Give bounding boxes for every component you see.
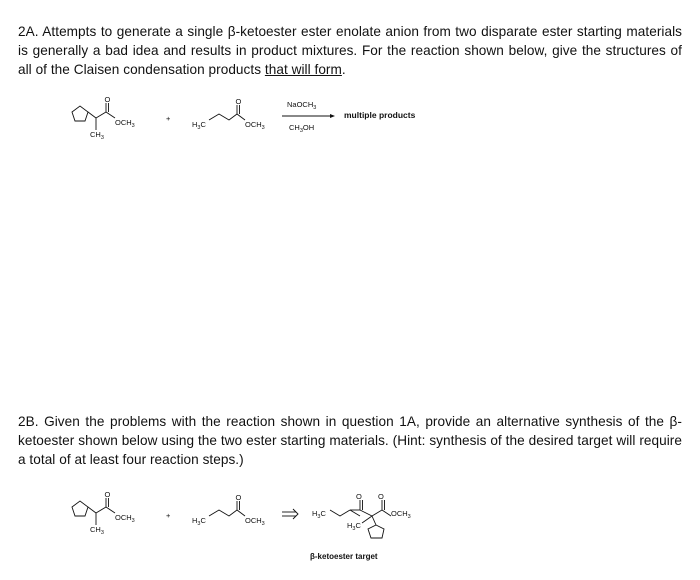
svg-text:H3C: $H_3C$	[312, 509, 326, 520]
question-2a-text: 2A. Attempts to generate a single β-ketoester ester enolate anion from two disparate ester starting materials is generally a bad idea and results in product mixtures. For the reaction shown below, give the structures of all of the Claisen condensation products	[18, 24, 682, 77]
cyclopentyl-ester-structure	[72, 490, 135, 536]
svg-text:H3C: $H_3C$	[347, 521, 361, 532]
svg-text:O: O	[235, 97, 242, 106]
svg-text:H3C: $H_3C$	[192, 120, 206, 131]
question-2b-text: 2B. Given the problems with the reaction shown in question 1A, provide an alternative synthesis of the β-ketoester shown below using the two ester starting materials. (Hint: synthesis of the desired target will require a total of at least four reaction steps.)	[18, 414, 682, 467]
svg-text:CH3: $CH_3$	[90, 525, 104, 536]
reaction-arrow	[282, 100, 335, 134]
methyl-butanoate-structure	[192, 493, 265, 527]
beta-ketoester-target-label: β-ketoester target	[310, 552, 378, 561]
svg-text:OCH3: $OCH_3$	[115, 513, 135, 524]
synthesis-arrow	[282, 509, 298, 519]
svg-text:H3C: $H_3C$	[192, 516, 206, 527]
svg-text:NaOCH3: NaOCH$_3$	[287, 100, 317, 111]
svg-text:O: O	[356, 492, 362, 501]
question-2a-end: .	[341, 62, 346, 77]
plus-sign: +	[166, 511, 171, 520]
svg-text:O: O	[378, 492, 384, 501]
cyclopentyl-ester-structure	[72, 95, 135, 141]
svg-text:OCH3: $OCH_3$	[245, 120, 265, 131]
svg-text:OCH3: $OCH_3$	[391, 509, 411, 520]
plus-sign: +	[166, 114, 171, 123]
svg-text:O: O	[104, 95, 111, 104]
question-2b	[18, 412, 682, 469]
methyl-butanoate-structure	[192, 97, 265, 131]
question-2a-underlined: that will form	[264, 62, 342, 77]
reaction-scheme-2a	[0, 90, 700, 170]
multiple-products-label: multiple products	[344, 110, 416, 120]
svg-text:CH3OH: $CH_3OH$	[289, 123, 315, 134]
svg-text:O: O	[104, 490, 111, 499]
svg-text:CH3: $CH_3$	[90, 130, 104, 141]
svg-text:OCH3: $OCH_3$	[115, 118, 135, 129]
question-2a	[18, 22, 682, 79]
beta-ketoester-target-structure	[312, 492, 411, 538]
svg-text:O: O	[235, 493, 242, 502]
svg-text:OCH3: $OCH_3$	[245, 516, 265, 527]
reaction-scheme-2b	[0, 485, 700, 575]
